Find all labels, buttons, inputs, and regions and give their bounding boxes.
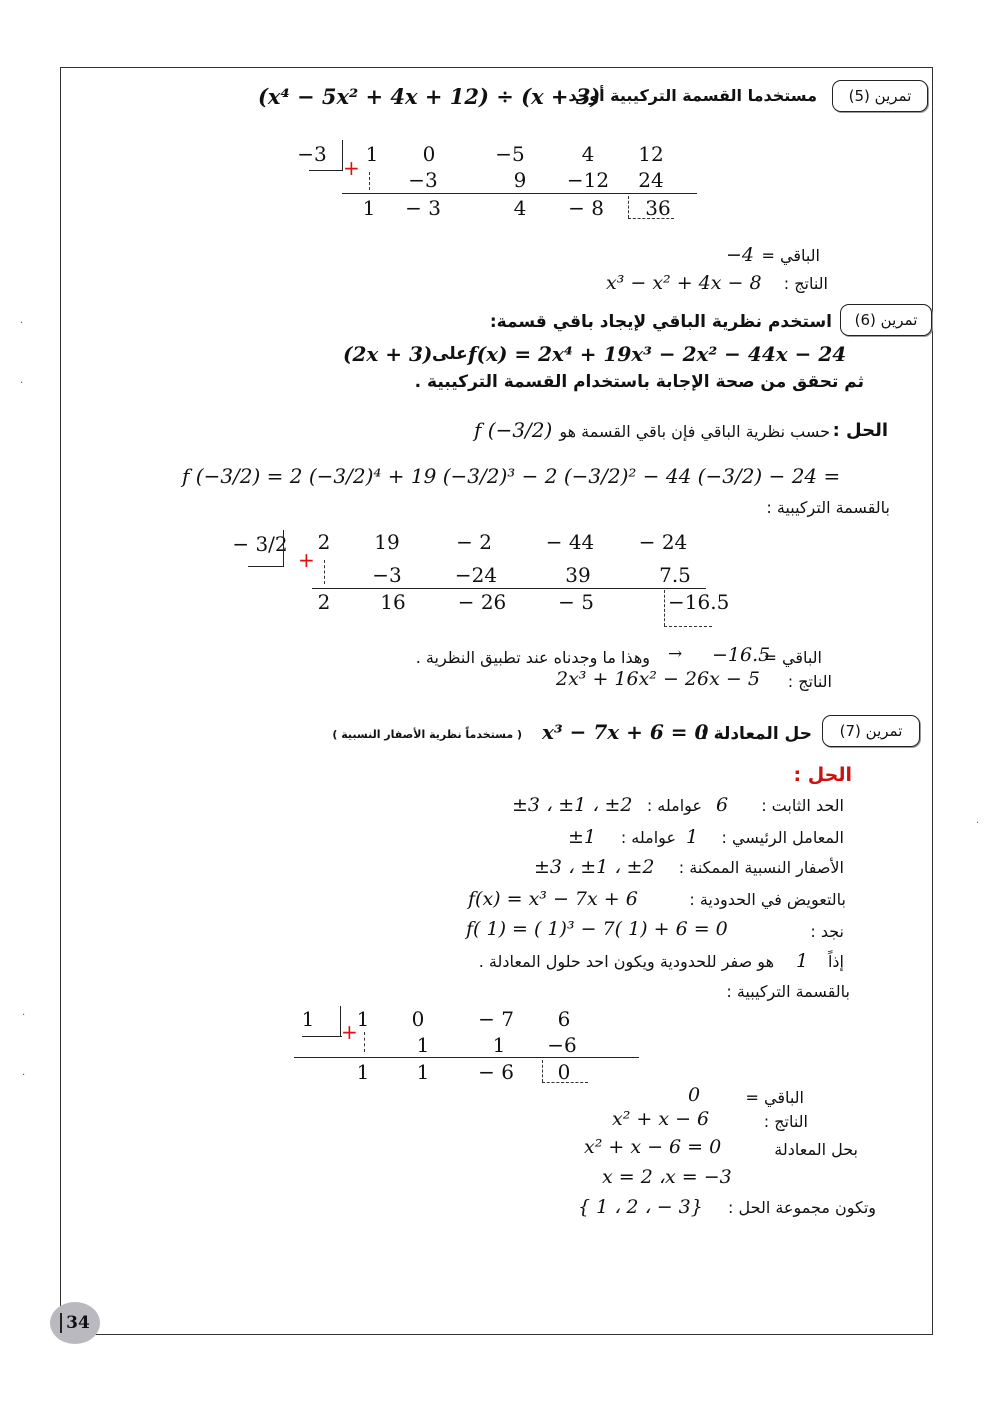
result-cell: 1: [416, 1060, 430, 1084]
scan-speck: ·: [976, 818, 980, 829]
exercise-7-hint: ( مستخدماً نظرية الأصفار النسبية ): [332, 728, 522, 741]
coef-cell: − 44: [545, 530, 595, 554]
remainder-value: 0: [688, 1084, 701, 1106]
find-label: نجد :: [810, 922, 844, 941]
coef-cell: 6: [557, 1007, 571, 1031]
constant-term-value: 6: [716, 794, 729, 816]
leading-coef-label: المعامل الرئيسي :: [721, 828, 844, 847]
constant-factors-label: عوامله :: [646, 796, 702, 815]
quotient-label: الناتج :: [763, 1112, 808, 1131]
find-value: f( 1) = ( 1)³ − 7( 1) + 6 = 0: [466, 918, 728, 940]
coef-cell: 4: [581, 142, 595, 166]
coef-cell: 0: [411, 1007, 425, 1031]
remainder-label: الباقي =: [763, 648, 822, 667]
plus-sign: +: [298, 548, 315, 572]
product-cell: −6: [547, 1033, 577, 1057]
coef-cell: − 7: [478, 1007, 514, 1031]
coef-cell: 2: [317, 530, 331, 554]
divisor: 1: [301, 1007, 315, 1031]
scan-speck: ·: [20, 378, 24, 389]
coef-cell: 1: [365, 142, 379, 166]
page-number: 34: [60, 1313, 90, 1333]
coef-cell: − 24: [638, 530, 688, 554]
substitution-value: f(x) = x³ − 7x + 6: [468, 888, 638, 910]
exercise-6-on: على: [432, 344, 468, 364]
product-cell: 7.5: [659, 563, 691, 587]
scan-speck: ·: [22, 1070, 26, 1081]
substitution-label: بالتعويض في الحدودية :: [689, 890, 846, 909]
plus-sign: +: [343, 156, 360, 180]
divisor: − 3/2: [232, 532, 288, 556]
result-cell: 16: [380, 590, 406, 614]
solve-value: x² + x − 6 = 0: [584, 1136, 722, 1158]
quotient-value: x² + x − 6: [612, 1108, 710, 1130]
divisor: −3: [297, 142, 327, 166]
roots-value: x = 2 ،x = −3: [602, 1166, 732, 1188]
product-cell: −3: [372, 563, 402, 587]
exercise-7-equation: x³ − 7x + 6 = 0: [542, 720, 709, 744]
result-cell: 2: [317, 590, 331, 614]
solution-set-label: وتكون مجموعة الحل :: [728, 1198, 876, 1217]
product-cell: −3: [408, 168, 438, 192]
leading-factors: ±1: [568, 826, 597, 848]
constant-factors: ±2 ، ±1 ، ±3: [512, 794, 633, 816]
coef-cell: −5: [495, 142, 525, 166]
exercise-7-badge: تمرين (7): [822, 715, 920, 747]
remainder-value: −16.5: [712, 644, 771, 666]
remainder-value: −4: [726, 244, 755, 266]
remainder-note: وهذا ما وجدناه عند تطبيق النظرية .: [415, 648, 650, 667]
coef-cell: − 2: [456, 530, 492, 554]
solution-set-value: { 1 ، 2 ، − 3}: [578, 1196, 703, 1218]
exercise-5-expression: (x⁴ − 5x² + 4x + 12) ÷ (x + 3): [258, 84, 601, 109]
remainder-cell: −16.5: [668, 590, 730, 614]
arrow-icon: →: [668, 644, 683, 664]
remainder-cell: 36: [645, 196, 671, 220]
solution-expression: f (−3/2): [474, 418, 553, 442]
solution-label: الحل :: [832, 420, 888, 441]
exercise-6-badge: تمرين (6): [840, 304, 932, 336]
result-cell: 4: [513, 196, 527, 220]
coef-cell: 1: [356, 1007, 370, 1031]
synthetic-label-7: بالقسمة التركيبية :: [726, 982, 850, 1001]
hence-value: 1: [796, 950, 809, 972]
constant-term-label: الحد الثابت :: [761, 796, 844, 815]
result-cell: − 5: [558, 590, 594, 614]
solution-text: حسب نظرية الباقي فإن باقي القسمة هو: [559, 422, 830, 441]
remainder-label: الباقي =: [745, 1088, 804, 1107]
leading-coef-value: 1: [686, 826, 699, 848]
hence-text: هو صفر للحدودية ويكون احد حلول المعادلة .: [478, 952, 774, 971]
coef-cell: 12: [638, 142, 664, 166]
possible-zeros-value: ±2 ، ±1 ، ±3: [534, 856, 655, 878]
exercise-6-line1: استخدم نظرية الباقي لإيجاد باقي قسمة:: [489, 312, 832, 332]
remainder-cell: 0: [557, 1060, 571, 1084]
exercise-5-prompt: مستخدما القسمة التركيبية أوجد :: [556, 86, 817, 105]
product-cell: −24: [454, 563, 498, 587]
product-cell: 9: [513, 168, 527, 192]
product-cell: 1: [492, 1033, 506, 1057]
quotient-value: x³ − x² + 4x − 8: [606, 272, 762, 294]
result-cell: 1: [356, 1060, 370, 1084]
result-cell: − 26: [457, 590, 507, 614]
result-cell: − 6: [478, 1060, 514, 1084]
leading-factors-label: عوامله :: [620, 828, 676, 847]
product-cell: −12: [566, 168, 610, 192]
hence-prefix: إذاً: [827, 952, 844, 971]
solve-label: بحل المعادلة: [774, 1140, 858, 1159]
evaluation-line: f (−3/2) = 2 (−3/2)⁴ + 19 (−3/2)³ − 2 (−3/2)² − 44 (−3/2) − 24 =: [182, 464, 841, 488]
exercise-5-badge: تمرين (5): [832, 80, 928, 112]
coef-cell: 19: [374, 530, 400, 554]
remainder-label: الباقي =: [761, 246, 820, 265]
quotient-label: الناتج :: [787, 672, 832, 691]
page-number-badge: [50, 1302, 100, 1344]
synthetic-label-6: بالقسمة التركيبية :: [766, 498, 890, 517]
quotient-label: الناتج :: [783, 274, 828, 293]
possible-zeros-label: الأصفار النسبية الممكنة :: [678, 858, 844, 877]
scan-speck: ·: [22, 1010, 26, 1021]
plus-sign: +: [341, 1020, 358, 1044]
result-cell: 1: [362, 196, 376, 220]
coef-cell: 0: [422, 142, 436, 166]
exercise-7-prompt: حل المعادلة :: [700, 724, 812, 744]
exercise-6-line3: ثم تحقق من صحة الإجابة باستخدام القسمة التركيبية .: [414, 372, 864, 392]
result-cell: − 3: [405, 196, 441, 220]
scan-speck: ·: [20, 318, 24, 329]
product-cell: 1: [416, 1033, 430, 1057]
product-cell: 39: [565, 563, 591, 587]
product-cell: 24: [638, 168, 664, 192]
exercise-6-divisor: (2x + 3): [343, 342, 433, 366]
solution-label-7: الحل :: [793, 764, 852, 786]
result-cell: − 8: [568, 196, 604, 220]
exercise-6-function: f(x) = 2x⁴ + 19x³ − 2x² − 44x − 24: [468, 342, 847, 366]
quotient-value: 2x³ + 16x² − 26x − 5: [556, 668, 760, 690]
